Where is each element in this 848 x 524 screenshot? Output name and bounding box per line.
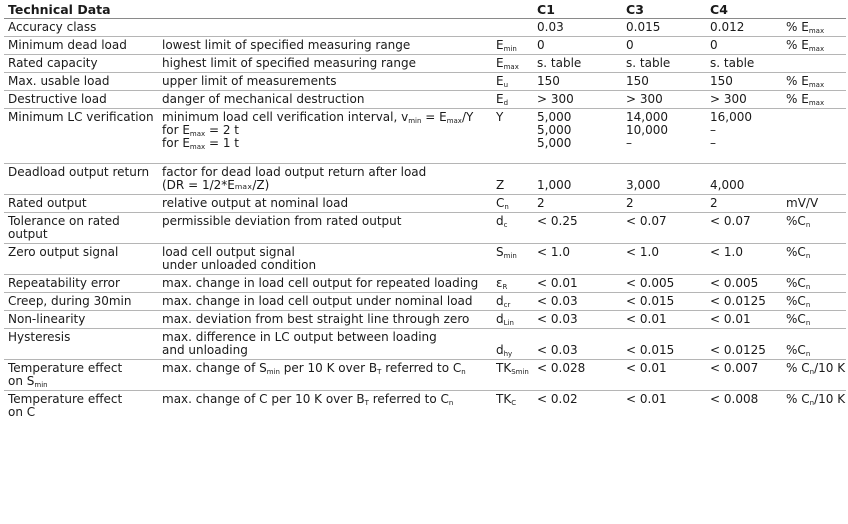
- parameter-symbol: $TK_{Smin}$: [496, 361, 529, 376]
- value-c1: < 0.03: [537, 343, 578, 357]
- column-header-unit: [782, 0, 846, 19]
- value-c4: s. table: [710, 56, 755, 70]
- value-c1: < 0.02: [537, 392, 578, 406]
- parameter-symbol: $S_{min}$: [496, 245, 517, 260]
- unit: % $E_{max}$: [786, 20, 825, 35]
- value-c3: > 300: [626, 92, 663, 106]
- value-c1: 0.03: [537, 20, 564, 34]
- value-c3: < 0.015: [626, 343, 675, 357]
- parameter-name: Non-linearity: [8, 312, 86, 326]
- value-c4: 2: [710, 196, 718, 210]
- table-row: [4, 195, 846, 213]
- parameter-symbol: $d_c$: [496, 214, 508, 229]
- unit: $\%C_n$: [786, 294, 811, 309]
- parameter-description: permissible deviation from rated output: [162, 214, 402, 228]
- unit: % $E_{max}$: [786, 74, 825, 89]
- value-c1: < 0.25: [537, 214, 578, 228]
- parameter-symbol: $E_d$: [496, 92, 509, 107]
- parameter-description: max. change of C per 10 K over $B_T$ referred to $C_n$: [162, 392, 454, 407]
- value-c1: < 1.0: [537, 245, 570, 259]
- value-c1: < 0.03: [537, 294, 578, 308]
- table-row: [4, 37, 846, 55]
- parameter-symbol: Y: [496, 110, 504, 124]
- parameter-name: Creep, during 30min: [8, 294, 132, 308]
- value-c3: 0.015: [626, 20, 661, 34]
- unit: [782, 55, 846, 73]
- parameter-description: max. deviation from best straight line through zero: [162, 312, 470, 326]
- value-c3: s. table: [626, 56, 671, 70]
- table-row: [4, 275, 846, 293]
- value-c4: 16,000 – –: [710, 110, 753, 150]
- table-row: [4, 244, 846, 275]
- value-c3: 2: [626, 196, 634, 210]
- table-row: [4, 311, 846, 329]
- technical-data-table: [4, 0, 846, 421]
- parameter-description: max. difference in LC output between loading and unloading: [162, 330, 437, 357]
- parameter-symbol: $\varepsilon_R$: [496, 276, 508, 291]
- unit: $\%C_n$: [786, 214, 811, 229]
- parameter-name: Accuracy class: [8, 20, 97, 34]
- unit: $\%C_n$: [786, 245, 811, 260]
- table-header-row: [4, 0, 846, 19]
- value-c4: < 0.0125: [710, 294, 766, 308]
- table-row: [4, 391, 846, 422]
- unit: mV/V: [786, 196, 819, 210]
- unit: [782, 164, 846, 195]
- parameter-name: Temperature effect on $S_{min}$: [8, 361, 123, 389]
- parameter-name: Temperature effect on C: [8, 392, 123, 419]
- value-c3: 3,000: [626, 178, 661, 192]
- parameter-symbol: $TK_C$: [496, 392, 517, 407]
- parameter-name: Zero output signal: [8, 245, 119, 259]
- value-c3: < 0.015: [626, 294, 675, 308]
- parameter-name: Deadload output return: [8, 165, 150, 179]
- parameter-name: Tolerance on rated output: [8, 214, 120, 241]
- parameter-name: Minimum dead load: [8, 38, 127, 52]
- parameter-name: Minimum LC verification: [8, 110, 154, 124]
- parameter-symbol: $E_{min}$: [496, 38, 517, 53]
- unit: % $E_{max}$: [786, 92, 825, 107]
- parameter-description: danger of mechanical destruction: [162, 92, 365, 106]
- parameter-description: max. change in load cell output for repeated loading: [162, 276, 479, 290]
- column-header-c3: C3: [626, 2, 644, 17]
- value-c4: < 0.07: [710, 214, 751, 228]
- unit: % $E_{max}$: [786, 38, 825, 53]
- value-c4: 0: [710, 38, 718, 52]
- parameter-symbol: [492, 19, 533, 37]
- value-c3: 0: [626, 38, 634, 52]
- unit: $\%C_n$: [786, 276, 811, 291]
- table-row: [4, 91, 846, 109]
- value-c3: 150: [626, 74, 649, 88]
- value-c3: < 1.0: [626, 245, 659, 259]
- value-c3: < 0.005: [626, 276, 675, 290]
- parameter-description: max. change in load cell output under nominal load: [162, 294, 473, 308]
- parameter-name: Repeatability error: [8, 276, 120, 290]
- value-c4: > 300: [710, 92, 747, 106]
- unit: [782, 109, 846, 164]
- table-row: [4, 73, 846, 91]
- table-row: [4, 213, 846, 244]
- column-header-c4: C4: [710, 2, 728, 17]
- unit: % $C_n/10$ K: [786, 392, 846, 407]
- parameter-symbol: $d_{hy}$: [496, 343, 513, 358]
- parameter-symbol: $C_n$: [496, 196, 509, 211]
- table-row: [4, 293, 846, 311]
- value-c1: 5,000 5,000 5,000: [537, 110, 572, 150]
- parameter-description: factor for dead load output return after load (DR = 1/2*Eₘₐₓ/Z): [162, 165, 427, 192]
- value-c3: < 0.01: [626, 312, 667, 326]
- table-row: [4, 109, 846, 164]
- value-c1: 1,000: [537, 178, 572, 192]
- parameter-symbol: $E_{max}$: [496, 56, 519, 71]
- value-c4: 4,000: [710, 178, 745, 192]
- parameter-description: load cell output signal under unloaded condition: [162, 245, 317, 272]
- column-header-c1: C1: [537, 2, 555, 17]
- parameter-description: relative output at nominal load: [162, 196, 349, 210]
- parameter-description: [158, 19, 492, 37]
- value-c4: < 0.0125: [710, 343, 766, 357]
- value-c3: 14,000 10,000 –: [626, 110, 669, 150]
- parameter-symbol: Z: [496, 178, 505, 192]
- value-c3: < 0.01: [626, 361, 667, 375]
- table-title: Technical Data: [8, 2, 111, 17]
- value-c1: s. table: [537, 56, 582, 70]
- value-c3: < 0.07: [626, 214, 667, 228]
- unit: % $C_n/10$ K: [786, 361, 846, 376]
- table-row: [4, 164, 846, 195]
- value-c1: 150: [537, 74, 560, 88]
- unit: $\%C_n$: [786, 343, 811, 358]
- value-c1: > 300: [537, 92, 574, 106]
- value-c4: 150: [710, 74, 733, 88]
- unit: $\%C_n$: [786, 312, 811, 327]
- parameter-description: highest limit of specified measuring range: [162, 56, 416, 70]
- value-c4: < 0.01: [710, 312, 751, 326]
- parameter-symbol: $d_{Lin}$: [496, 312, 514, 327]
- parameter-description: upper limit of measurements: [162, 74, 337, 88]
- value-c4: 0.012: [710, 20, 745, 34]
- parameter-name: Max. usable load: [8, 74, 110, 88]
- value-c1: < 0.03: [537, 312, 578, 326]
- value-c3: < 0.01: [626, 392, 667, 406]
- value-c4: < 0.007: [710, 361, 759, 375]
- parameter-symbol: $E_u$: [496, 74, 509, 89]
- value-c1: 2: [537, 196, 545, 210]
- table-row: [4, 19, 846, 37]
- value-c4: < 1.0: [710, 245, 743, 259]
- parameter-description: minimum load cell verification interval, $v_{min} = E_{max}/Y$ for $E_{max} = 2$ t for $E_{max} = 1$ t: [162, 110, 474, 151]
- parameter-description: max. change of $S_{min}$ per 10 K over $B_T$ referred to $C_n$: [162, 361, 466, 376]
- table-row: [4, 329, 846, 360]
- value-c1: < 0.028: [537, 361, 586, 375]
- parameter-name: Hysteresis: [8, 330, 71, 344]
- table-row: [4, 55, 846, 73]
- value-c1: 0: [537, 38, 545, 52]
- parameter-name: Rated capacity: [8, 56, 98, 70]
- table-row: [4, 360, 846, 391]
- parameter-name: Destructive load: [8, 92, 107, 106]
- parameter-description: lowest limit of specified measuring range: [162, 38, 411, 52]
- parameter-symbol: $d_{cr}$: [496, 294, 511, 309]
- value-c1: < 0.01: [537, 276, 578, 290]
- value-c4: < 0.005: [710, 276, 759, 290]
- value-c4: < 0.008: [710, 392, 759, 406]
- parameter-name: Rated output: [8, 196, 87, 210]
